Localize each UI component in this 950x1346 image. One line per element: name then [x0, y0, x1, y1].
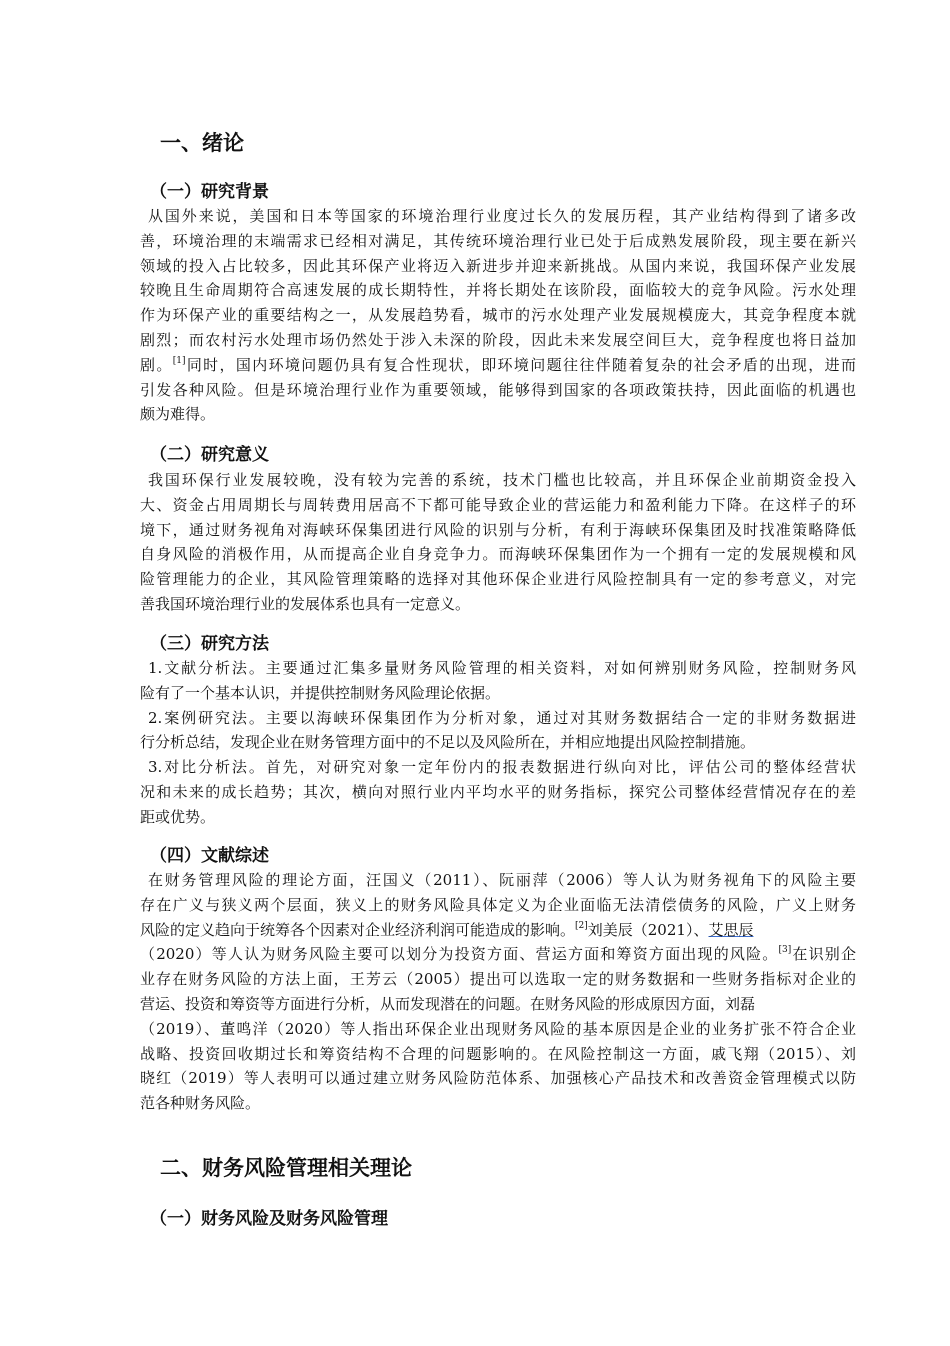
text-segment: 引发各种风险。但是环境治理行业作为重要领域，能够得到国家的各项政策扶持，因此面临的机遇也	[140, 380, 856, 399]
text-segment: 1.文献分析法。主要通过汇集多量财务风险管理的相关资料，对如何辨别财务风险，控制财务风	[148, 659, 856, 677]
text-segment: 晓红（2019）等人表明可以通过建立财务风险防范体系、加强核心产品技术和改善资金管理模式以防	[140, 1069, 856, 1088]
text-segment: 自身风险的消极作用，从而提高企业自身竞争力。而海峡环保集团作为一个拥有一定的发展规模和风	[140, 545, 856, 564]
text-line	[140, 378, 856, 403]
text-segment: 范各种财务风险。	[140, 1094, 261, 1113]
text-line	[140, 805, 856, 830]
text-line	[140, 278, 856, 303]
text-segment: 险有了一个基本认识，并提供控制财务风险理论依据。	[140, 683, 501, 702]
section-title-background: （一）研究背景	[150, 182, 269, 202]
text-line	[140, 942, 856, 967]
text-segment: 在财务管理风险的理论方面，汪国义（2011）、阮丽萍（2006）等人认为财务视角下的风险主要	[148, 871, 856, 889]
text-segment: 距或优势。	[140, 807, 216, 826]
text-line	[140, 353, 856, 378]
text-line	[140, 1091, 856, 1116]
text-line	[140, 204, 856, 229]
text-line	[140, 918, 856, 943]
text-line	[140, 1017, 856, 1042]
citation-marker: [2]	[575, 920, 588, 931]
text-line	[140, 303, 856, 328]
text-line	[140, 518, 856, 543]
text-line	[140, 592, 856, 617]
citation-marker: [3]	[778, 945, 792, 956]
text-line	[140, 468, 856, 493]
text-segment: 险管理能力的企业，其风险管理策略的选择对其他环保企业进行风险控制具有一定的参考意义，对完	[140, 570, 856, 589]
text-line	[140, 967, 856, 992]
text-line	[140, 706, 856, 731]
text-segment: 善我国环境治理行业的发展体系也具有一定意义。	[140, 594, 471, 613]
text-line	[140, 328, 856, 353]
text-segment: 风险的定义趋向于统筹各个因素对企业经济利润可能造成的影响。	[140, 920, 576, 939]
text-segment: （2020）等人认为财务风险主要可以划分为投资方面、营运方面和筹资方面出现的风险。	[140, 945, 779, 964]
text-line	[140, 402, 856, 427]
text-segment: 较晚且生命周期符合高速发展的成长期特性，并将长期处在该阶段，面临较大的竞争风险。污水处理	[140, 281, 856, 300]
section-title-significance: （二）研究意义	[150, 445, 269, 465]
text-line	[140, 681, 856, 706]
text-segment: （2019）、董鸣洋（2020）等人指出环保企业出现财务风险的基本原因是企业的业务扩张不符合企业	[140, 1019, 856, 1038]
underlined-name: 艾思辰	[708, 920, 754, 939]
text-segment: 存在广义与狭义两个层面，狭义上的财务风险具体定义为企业面临无法清偿债务的风险，广义上财务	[140, 895, 856, 914]
text-segment: 从国外来说，美国和日本等国家的环境治理行业度过长久的发展历程，其产业结构得到了诸多改	[148, 207, 856, 225]
text-line	[140, 893, 856, 918]
text-line	[140, 567, 856, 592]
text-segment: 战略、投资回收期过长和筹资结构不合理的问题影响的。在风险控制这一方面，戚飞翔（2015）、刘	[140, 1044, 856, 1063]
text-segment: 剧烈；而农村污水处理市场仍然处于涉入未深的阶段，因此未来发展空间巨大，竞争程度也将日益加	[140, 330, 856, 349]
chapter-heading-introduction: 一、绪论	[160, 131, 244, 155]
text-line	[140, 656, 856, 681]
text-segment: 剧。	[140, 355, 173, 374]
text-line	[140, 730, 856, 755]
text-segment: 我国环保行业发展较晚，没有较为完善的系统，技术门槛也比较高，并且环保企业前期资金投入	[148, 471, 856, 489]
section-title-methods: （三）研究方法	[150, 634, 269, 654]
text-segment: 领域的投入占比较多，因此其环保产业将迈入新进步并迎来新挑战。从国内来说，我国环保产业发展	[140, 256, 856, 275]
text-line	[140, 542, 856, 567]
text-segment: 况和未来的成长趋势；其次，横向对照行业内平均水平的财务指标，探究公司整体经营情况存在的差	[140, 782, 856, 801]
text-line	[140, 1042, 856, 1067]
text-line	[140, 229, 856, 254]
citation-marker: [1]	[172, 355, 186, 366]
paragraph-methods	[140, 656, 856, 830]
text-segment: 大、资金占用周期长与周转费用居高不下都可能导致企业的营运能力和盈利能力下降。在这样子的环	[140, 495, 856, 514]
paragraph-background	[140, 204, 856, 427]
text-segment: 同时，国内环境问题仍具有复合性现状，即环境问题往往伴随着复杂的社会矛盾的出现，进而	[185, 355, 856, 374]
section-title-financial-risk: （一）财务风险及财务风险管理	[150, 1209, 388, 1229]
text-line	[140, 755, 856, 780]
paragraph-significance	[140, 468, 856, 617]
text-segment: 行分析总结，发现企业在财务管理方面中的不足以及风险所在，并相应地提出风险控制措施。	[140, 733, 756, 752]
text-line	[140, 780, 856, 805]
text-segment: 业存在财务风险的方法上面，王芳云（2005）提出可以选取一定的财务数据和一些财务指标对企业的	[140, 970, 856, 989]
text-segment: 刘美辰（2021）、	[587, 920, 709, 939]
text-segment: 善，环境治理的末端需求已经相对满足，其传统环境治理行业已处于后成熟发展阶段，现主要在新兴	[140, 231, 856, 250]
section-title-literature-review: （四）文献综述	[150, 846, 269, 866]
text-segment: 颇为难得。	[140, 405, 216, 424]
text-segment: 在识别企	[791, 945, 856, 964]
text-segment: 3.对比分析法。首先，对研究对象一定年份内的报表数据进行纵向对比，评估公司的整体经营状	[148, 758, 856, 777]
text-line	[140, 254, 856, 279]
text-segment: 2.案例研究法。主要以海峡环保集团作为分析对象，通过对其财务数据结合一定的非财务数据进	[148, 708, 856, 727]
paragraph-literature-review	[140, 868, 856, 1116]
text-line	[140, 1066, 856, 1091]
text-segment: 境下，通过财务视角对海峡环保集团进行风险的识别与分析，有利于海峡环保集团及时找准策略降低	[140, 520, 856, 539]
text-line	[140, 493, 856, 518]
text-segment: 营运、投资和筹资等方面进行分析，从而发现潜在的问题。在财务风险的形成原因方面，刘磊	[140, 994, 756, 1013]
text-line	[140, 868, 856, 893]
chapter-heading-theory: 二、财务风险管理相关理论	[160, 1156, 412, 1180]
text-segment: 作为环保产业的重要结构之一，从发展趋势看，城市的污水处理产业发展规模庞大，其竞争程度本就	[140, 306, 856, 325]
text-line	[140, 992, 856, 1017]
